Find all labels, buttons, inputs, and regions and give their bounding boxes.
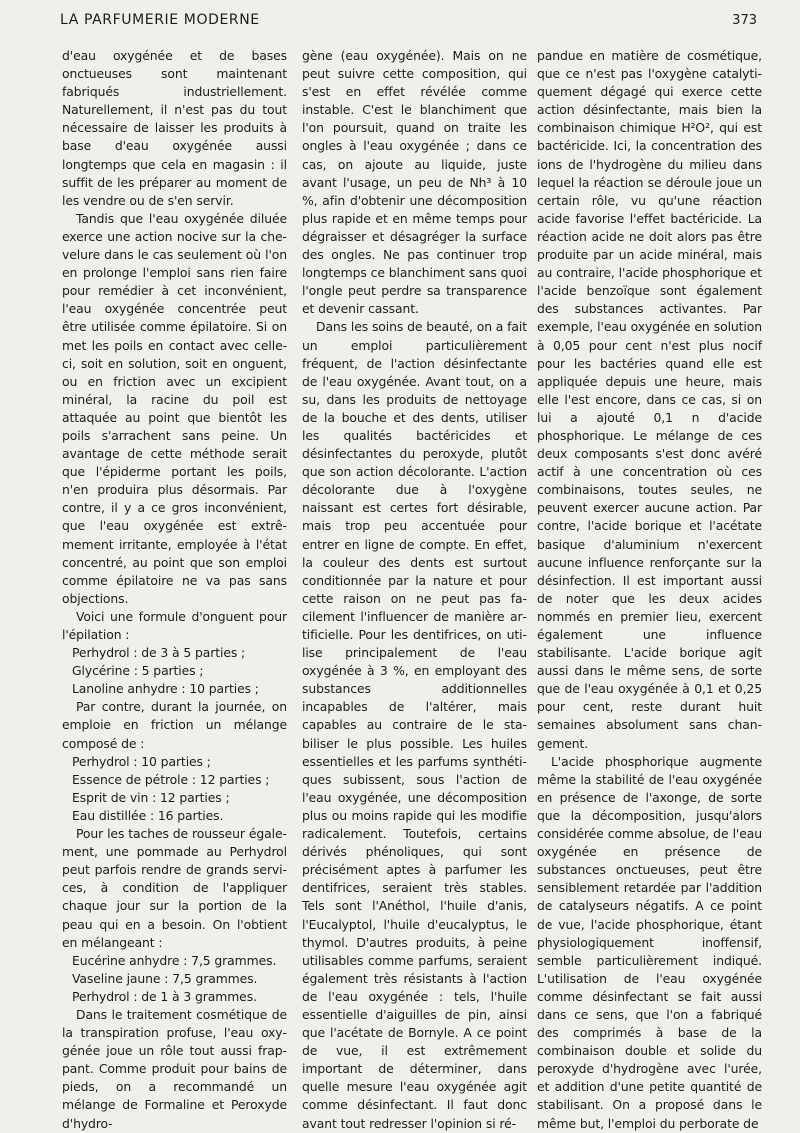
page-number: 373 (732, 13, 757, 28)
running-header (60, 12, 757, 28)
formula-line: Perhydrol : 10 parties ; (72, 753, 211, 769)
formula-line: Eau distillée : 16 parties. (72, 807, 224, 823)
formula-line: Lanoline anhydre : 10 parties ; (72, 681, 259, 697)
paragraph: Par contre, durant la journée, on emploie en friction un mélange composé de : (62, 699, 287, 751)
paragraph: Voici une formule d'onguent pour l'épilation : (62, 608, 287, 642)
paragraph: gène (eau oxygénée). Mais on ne peut suivre cette composition, qui s'est en effet révélée comme instable. C'est le blanchiment que l'on poursuit, quand on traite les ongles à l'eau oxygénée ; dans ce cas, on ajoute au liquide, juste avant l'usage, un peu de Nh³ à 10 %, afin d'obtenir une décomposition plus rapide et en même temps pour dégraisser et désagréger la surface des ongles. Ne pas continuer trop longtemps ce blanchiment sans quoi l'ongle peut perdre sa transparence et devenir cassant. (302, 48, 527, 317)
paragraph: Pour les taches de rousseur également, une pommade au Perhydrol peut parfois rendre de grands services, à condition de l'appliquer chaque jour sur la portion de la peau qui en a besoin. On l'obtient en mélangeant : (62, 826, 287, 950)
text-column-3 (537, 47, 762, 1133)
formula-line: Eucérine anhydre : 7,5 grammes. (72, 952, 277, 968)
paragraph: Dans les soins de beauté, on a fait un emploi particulièrement fréquent, de l'action désinfectante de l'eau oxygénée. Avant tout, on a su, dans les produits de nettoyage de la bouche et des dents, utiliser les qualités bactéricides et désinfectantes du peroxyde, plutôt que son action décolorante. L'action décolorante due à l'oxygène naissant est certes fort désirable, mais trop peu accentuée pour entrer en ligne de compte. En effet, la couleur des dents est surtout conditionnée par la nature et pour cette raison on ne peut pas facilement l'influencer de manière artificielle. Pour les dentifrices, on utilise principalement de l'eau oxygénée à 3 %, en employant des substances additionnelles incapables de l'altérer, mais capables au contraire de le stabiliser le plus possible. Les huiles essentielles et les parfums synthétiques subissent, sous l'action de l'eau oxygénée, une décomposition plus ou moins rapide qui les modifie radicalement. Toutefois, certains dérivés phénoliques, qui sont précisément aptes à parfumer les dentifrices, seraient très stables. Tels sont l'Anéthol, l'huile d'anis, l'Eucalyptol, l'huile d'eucalyptus, le thymol. D'autres produits, à peine utilisables comme parfums, seraient également très résistants à l'action de l'eau oxygénée : tels, l'huile essentielle d'aiguilles de pin, ainsi que l'acétate de Bornyle. A ce point de vue, il est extrêmement important de déterminer, dans quelle mesure l'eau oxygénée agit comme désinfectant. Il faut donc avant tout redresser l'opinion si ré- (302, 319, 527, 1131)
paragraph: pandue en matière de cosmétique, que ce n'est pas l'oxygène catalytiquement dégagé qui exerce cette action désinfectante, mais bien la combinaison chimique H²O², qui est bactéricide. Ici, la concentration des ions de l'hydrogène du milieu dans lequel la réaction se déroule joue un certain rôle, vu qu'une réaction acide favorise l'effet bactéricide. La réaction acide ne doit alors pas être produite par un acide minéral, mais au contraire, l'acide phosphorique et l'acide benzoïque sont également des substances activantes. Par exemple, l'eau oxygénée en solution à 0,05 pour cent n'est plus nocif pour les bactéries quand elle est appliquée depuis une heure, mais elle l'est encore, dans ce cas, si on lui a ajouté 0,1 n d'acide phosphorique. Le mélange de ces deux composants s'est donc avéré actif à une concentration où ces combinaisons, toutes seules, ne peuvent exercer aucune action. Par contre, l'acide borique et l'acétate basique d'aluminium n'exercent aucune influence renforçante sur la désinfection. Il est important aussi de noter que les deux acides nommés en premier lieu, exercent également une influence stabilisante. L'acide borique agit aussi dans le même sens, de sorte que de l'eau oxygénée à 0,1 et 0,25 pour cent, reste durant huit semaines absolument sans changement. (537, 48, 762, 751)
text-column-1 (62, 47, 287, 1133)
paragraph: L'acide phosphorique augmente même la stabilité de l'eau oxygénée en présence de l'axonge, de sorte que la décomposition, jusqu'alors considérée comme absolue, de l'eau oxygénée en présence de substances onctueuses, peut être sensiblement retardée par l'addition de catalyseurs négatifs. A ce point de vue, l'acide phosphorique, étant physiologiquement inoffensif, semble particulièrement indiqué. L'utilisation de l'eau oxygénée comme désinfectant se fait aussi dans ce sens, que l'on a fabriqué des comprimés à base de la combinaison double et solide du peroxyde d'hydrogène avec l'urée, et addition d'une petite quantité de stabilisant. On a proposé dans le même but, l'emploi du perborate de (537, 753, 762, 1131)
formula-line: Glycérine : 5 parties ; (72, 663, 204, 679)
formula-line: Esprit de vin : 12 parties ; (72, 789, 230, 805)
formula-line: Perhydrol : de 3 à 5 parties ; (72, 645, 246, 661)
journal-title: LA PARFUMERIE MODERNE (60, 12, 260, 28)
formula-line: Essence de pétrole : 12 parties ; (72, 771, 270, 787)
text-column-2 (302, 47, 527, 1133)
formula-line: Perhydrol : de 1 à 3 grammes. (72, 988, 257, 1004)
paragraph: d'eau oxygénée et de bases onctueuses sont maintenant fabriqués industriellement. Naturellement, il n'est pas du tout nécessaire de laisser les produits à base d'eau oxygénée aussi longtemps que cela en magasin : il suffit de les préparer au moment de les vendre ou de s'en servir. (62, 48, 287, 208)
paragraph: Tandis que l'eau oxygénée diluée exerce une action nocive sur la chevelure dans le cas seulement où l'on en prolonge l'emploi sans rien faire pour remédier à cet inconvénient, l'eau oxygénée concentrée peut être utilisée comme épilatoire. Si on met les poils en contact avec celle-ci, soit en solution, soit en onguent, ou en friction avec un excipient minéral, la racine du poil est attaquée au point que bientôt les poils s'arrachent sans peine. Un avantage de cette méthode serait que l'épiderme portant les poils, n'en produira plus désormais. Par contre, il y a ce gros inconvénient, que l'eau oxygénée est extrêmement irritante, employée à l'état concentré, au point que son emploi comme épilatoire ne va pas sans objections. (62, 210, 287, 606)
formula-line: Vaseline jaune : 7,5 grammes. (72, 970, 258, 986)
paragraph: Dans le traitement cosmétique de la transpiration profuse, l'eau oxygénée joue un rôle tout aussi frappant. Comme produit pour bains de pieds, on a recommandé un mélange de Formaline et Peroxyde d'hydro- (62, 1006, 287, 1131)
